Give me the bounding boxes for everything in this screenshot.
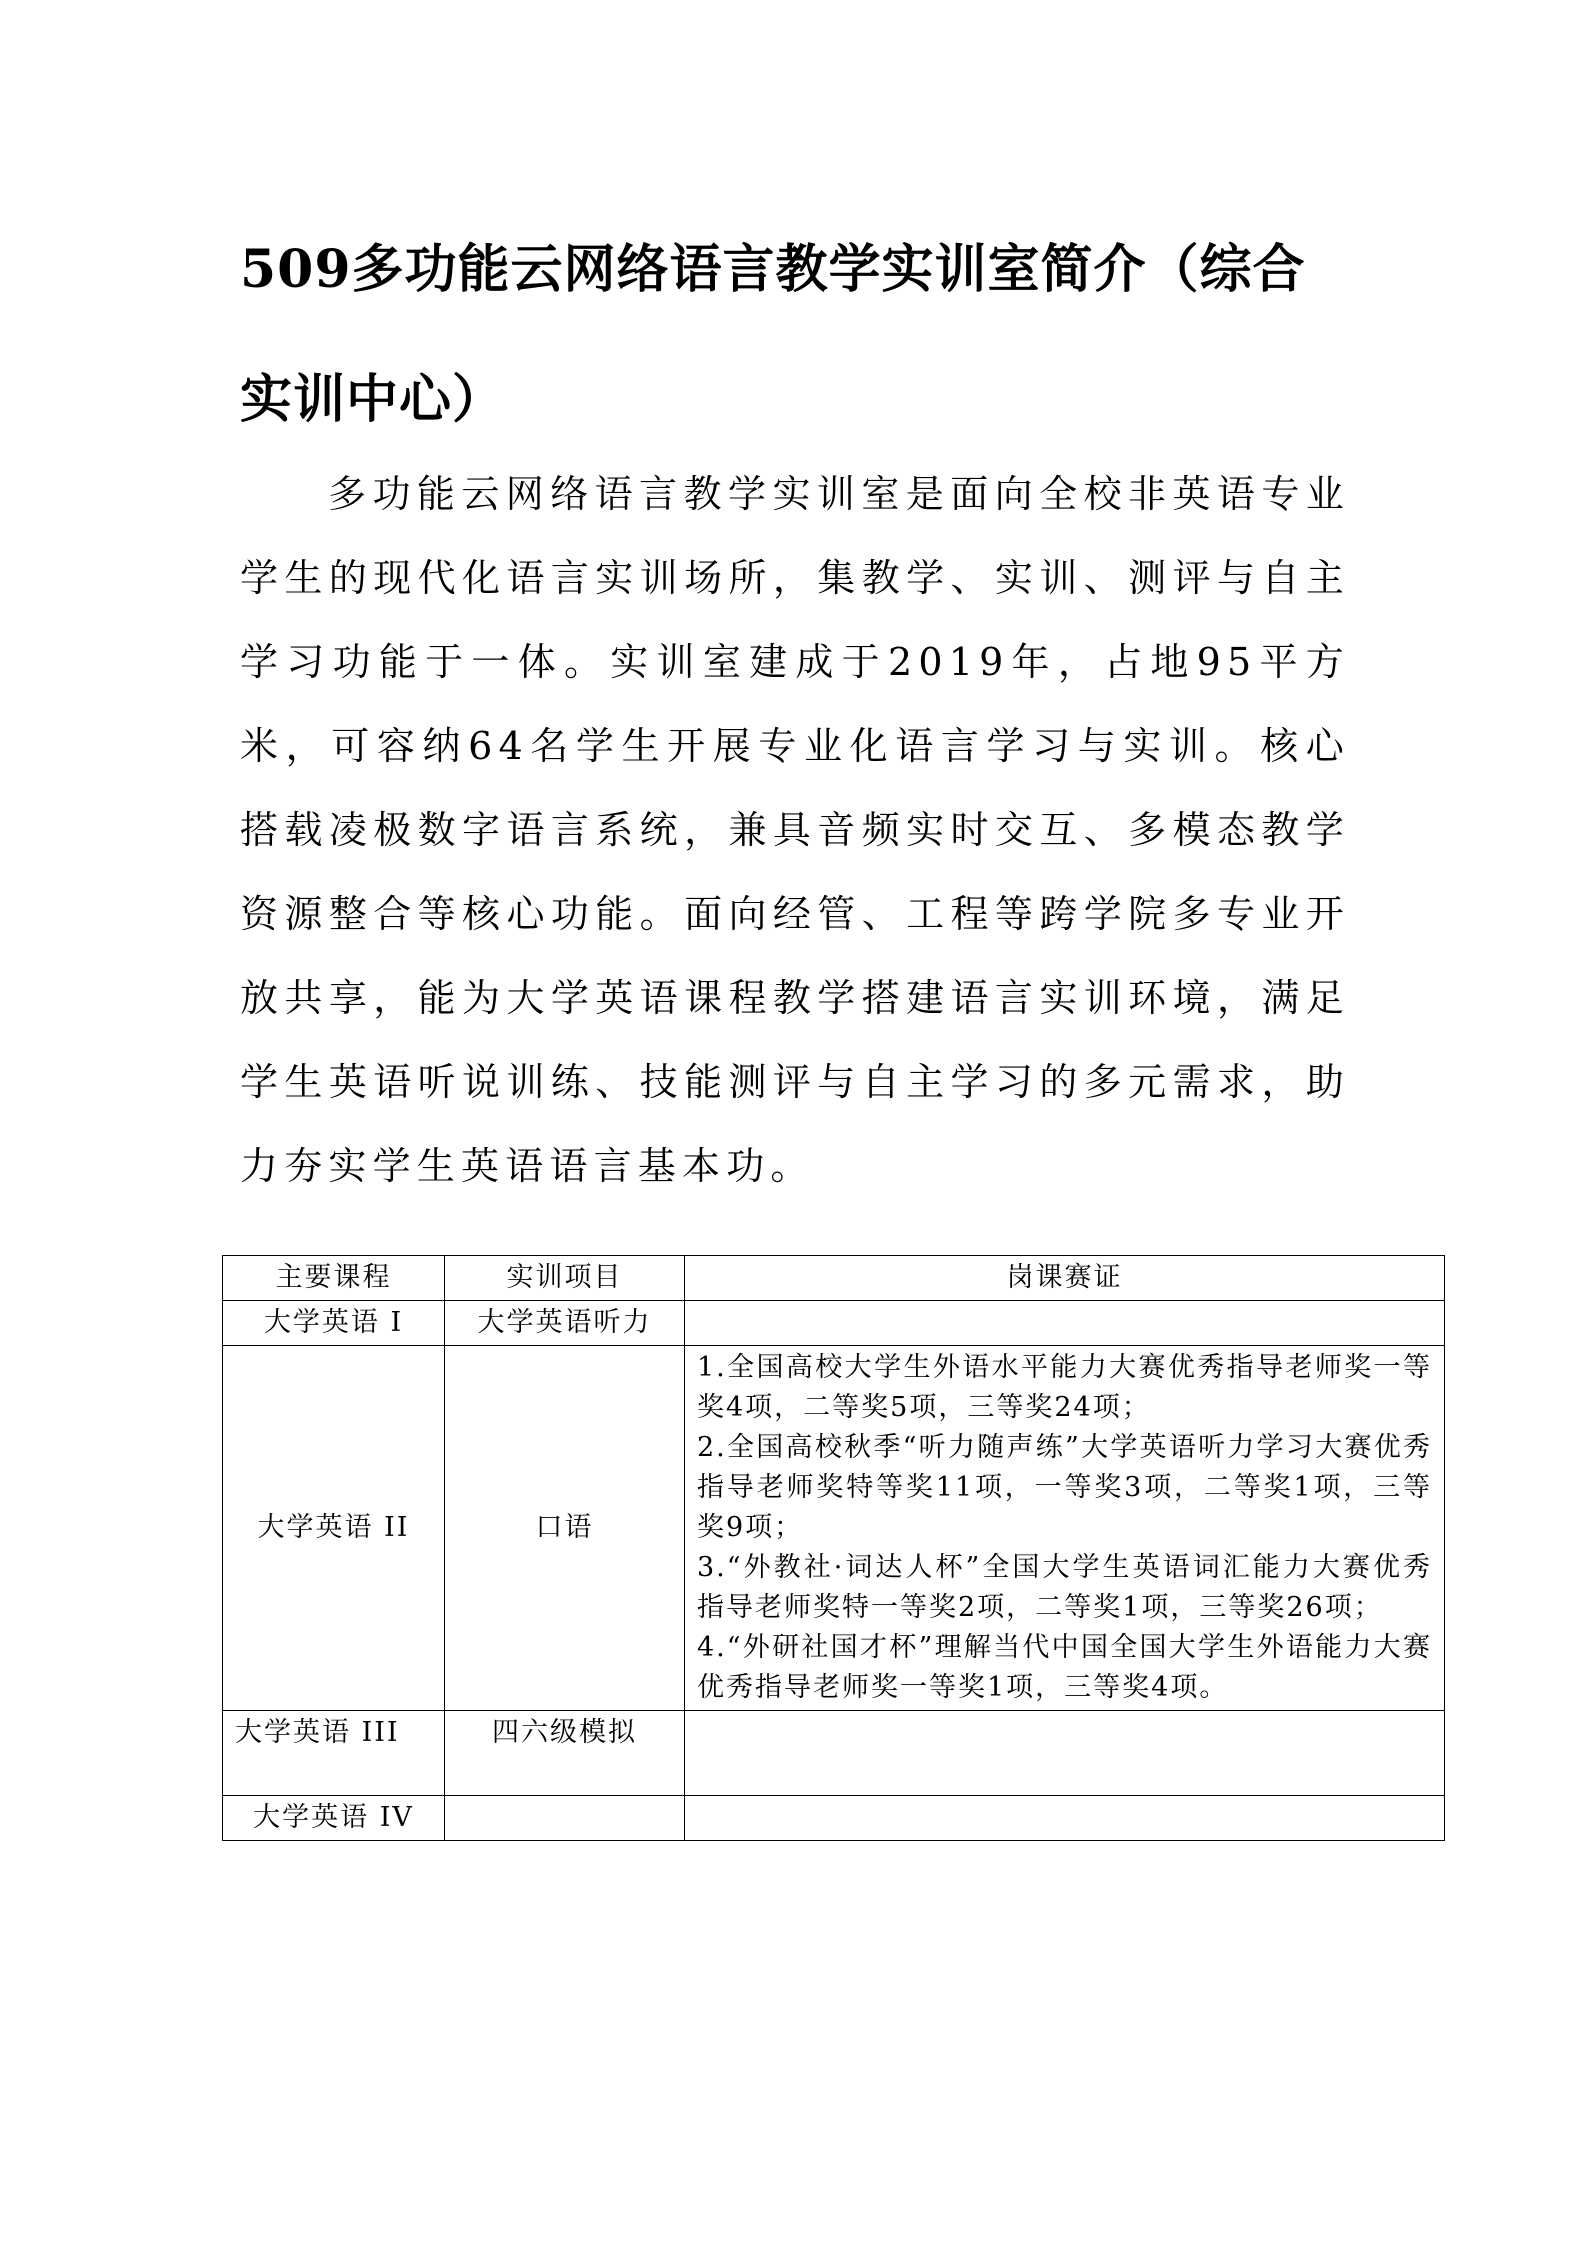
project-cell: 四六级模拟 [445,1711,685,1796]
header-project: 实训项目 [445,1256,685,1301]
project-cell: 大学英语听力 [445,1301,685,1346]
intro-paragraph: 多功能云网络语言教学实训室是面向全校非英语专业学生的现代化语言实训场所，集教学、实训、测评与自主学习功能于一体。实训室建成于2019年，占地95平方米，可容纳64名学生开展专业化语言学习与实训。核心搭载凌极数字语言系统，兼具音频实时交互、多模态教学资源整合等核心功能。面向经管、工程等跨学院多专业开放共享，能为大学英语课程教学搭建语言实训环境，满足学生英语听说训练、技能测评与自主学习的多元需求，助力夯实学生英语语言基本功。 [240,472,1350,1188]
project-cell [445,1796,685,1841]
page-title: 509多功能云网络语言教学实训室简介（综合实训中心） [240,239,1306,430]
table-row [223,1346,1445,1711]
award-item: 3.“外教社·词达人杯”全国大学生英语词汇能力大赛优秀指导老师奖特一等奖2项，二等奖1项，三等奖26项； [697,1552,1432,1623]
award-item: 4.“外研社国才杯”理解当代中国全国大学生外语能力大赛优秀指导老师奖一等奖1项，三等奖4项。 [697,1632,1432,1703]
cert-cell [685,1301,1445,1346]
project-cell: 口语 [445,1346,685,1711]
course-cell: 大学英语 IV [223,1796,445,1841]
table-row [223,1301,1445,1346]
header-course: 主要课程 [223,1256,445,1301]
cert-cell [685,1711,1445,1796]
award-item: 1.全国高校大学生外语水平能力大赛优秀指导老师奖一等奖4项，二等奖5项，三等奖24项； [697,1352,1432,1423]
course-cell: 大学英语 III [223,1711,445,1796]
award-item: 2.全国高校秋季“听力随声练”大学英语听力学习大赛优秀指导老师奖特等奖11项，一等奖3项，二等奖1项，三等奖9项； [697,1432,1432,1543]
table-row [223,1711,1445,1796]
cert-cell [685,1346,1445,1711]
table-row [223,1796,1445,1841]
course-table [222,1255,1445,1841]
course-cell: 大学英语 II [223,1346,445,1711]
table-header-row [223,1256,1445,1301]
course-cell: 大学英语 I [223,1301,445,1346]
cert-cell [685,1796,1445,1841]
header-cert: 岗课赛证 [685,1256,1445,1301]
